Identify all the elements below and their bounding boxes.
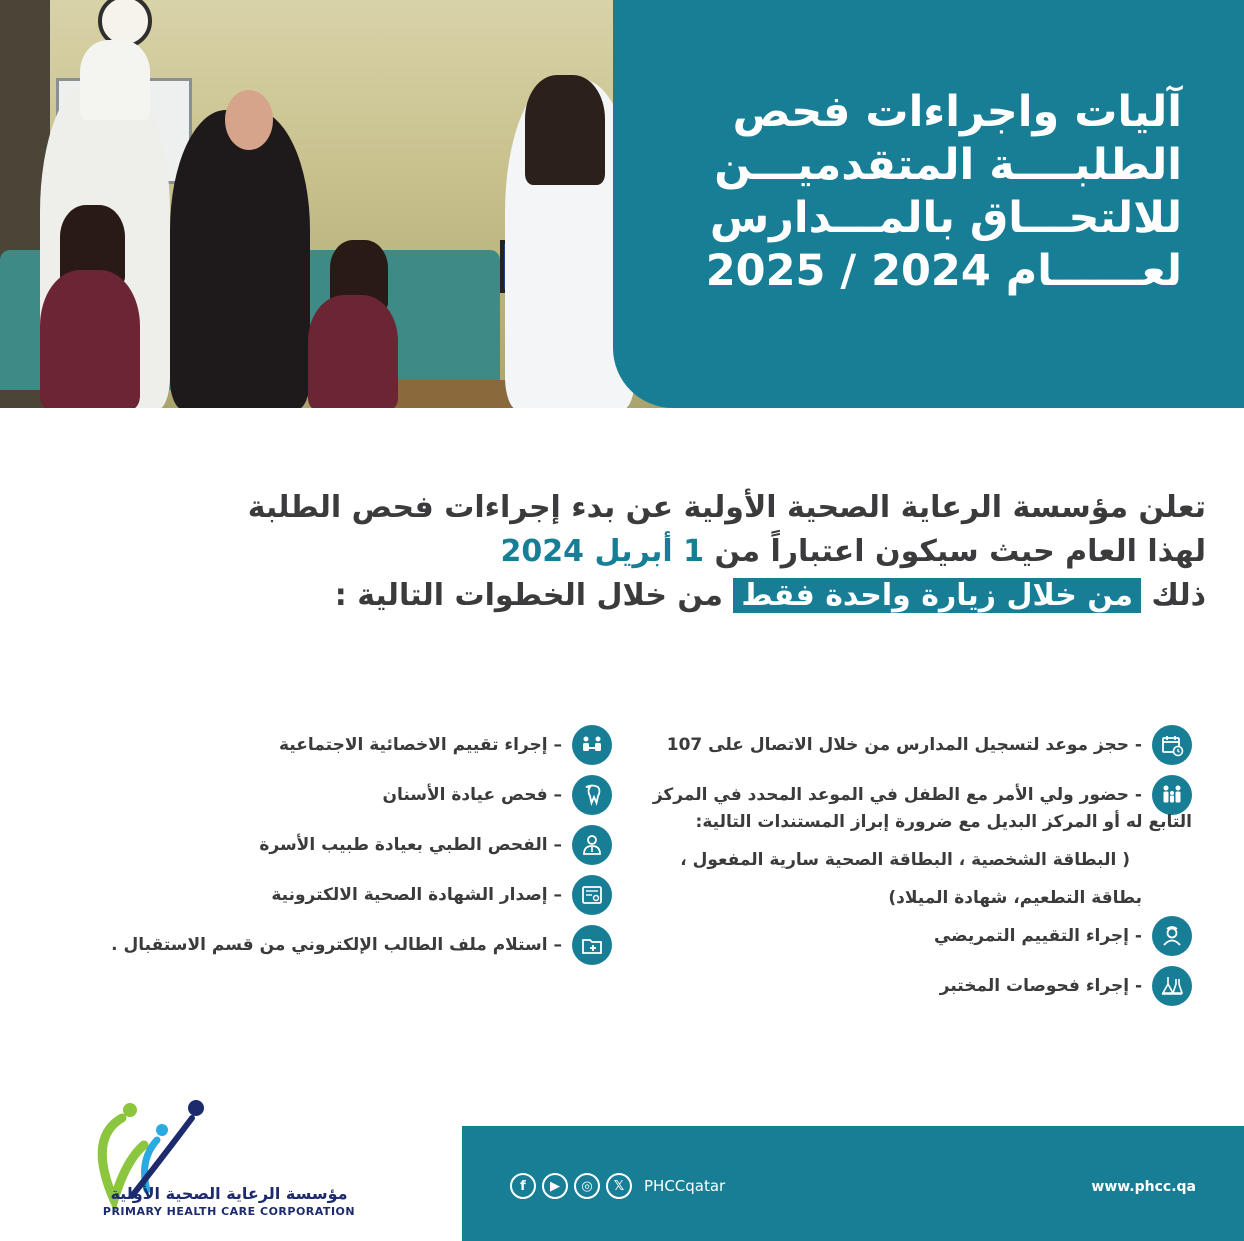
step-text: - إجراء فحوصات المختبر xyxy=(939,976,1142,996)
intro-line-1: تعلن مؤسسة الرعاية الصحية الأولية عن بدء إجراءات فحص الطلبة xyxy=(247,490,1206,525)
intro-line-2-text: لهذا العام حيث سيكون اعتباراً من xyxy=(714,534,1206,569)
step-text: - حضور ولي الأمر مع الطفل في الموعد المحدد في المركز xyxy=(652,785,1142,805)
step-text: – فحص عيادة الأسنان xyxy=(382,785,562,805)
girl-two-figure xyxy=(308,295,398,408)
intro-paragraph xyxy=(66,486,1206,618)
social-links xyxy=(510,1173,725,1199)
step-dental-exam xyxy=(382,775,612,815)
step-text: – الفحص الطبي بعيادة طبيب الأسرة xyxy=(259,835,562,855)
title-line: الطلبــــة المتقدميـــن xyxy=(714,140,1182,190)
start-date: 1 أبريل 2024 xyxy=(500,534,705,569)
page-title xyxy=(662,86,1182,298)
footer-bar xyxy=(462,1126,1244,1241)
lab-flask-icon xyxy=(1152,966,1192,1006)
medical-folder-icon xyxy=(572,925,612,965)
steps-right-column xyxy=(632,722,1192,1022)
step-text: - حجز موعد لتسجيل المدارس من خلال الاتصال على 107 xyxy=(666,735,1142,755)
logo-name-arabic: مؤسسة الرعاية الصحية الأولية xyxy=(110,1184,348,1203)
calendar-icon xyxy=(1152,725,1192,765)
mother-face xyxy=(225,90,273,150)
step-social-worker xyxy=(279,725,612,765)
title-line: للالتحـــاق بالمـــدارس xyxy=(709,193,1182,243)
mother-figure xyxy=(170,110,310,408)
step-book-appointment xyxy=(667,725,1192,765)
step-text: – إصدار الشهادة الصحية الالكترونية xyxy=(271,885,562,905)
step-text: - إجراء التقييم التمريضي xyxy=(933,926,1142,946)
website-link[interactable]: www.phcc.qa xyxy=(1091,1179,1196,1195)
logo-name-english: PRIMARY HEALTH CARE CORPORATION xyxy=(102,1205,356,1218)
nurse-icon xyxy=(1152,916,1192,956)
step-receive-file xyxy=(111,925,612,965)
title-panel xyxy=(613,0,1244,408)
step-nursing-assessment xyxy=(934,916,1192,956)
step-continuation: ( البطاقة الشخصية ، البطاقة الصحية سارية المفعول ، xyxy=(680,850,1130,870)
father-head xyxy=(80,40,150,120)
single-visit-highlight: من خلال زيارة واحدة فقط xyxy=(733,578,1141,613)
step-text: – إجراء تقييم الاخصائية الاجتماعية xyxy=(279,735,562,755)
steps-left-column xyxy=(52,722,612,972)
family-icon xyxy=(1152,775,1192,815)
nurse-head xyxy=(525,75,605,185)
title-line: لعــــــام 2024 / 2025 xyxy=(705,246,1182,296)
step-text: – استلام ملف الطالب الإلكتروني من قسم الاستقبال . xyxy=(111,935,562,955)
intro-line-3-suffix: من خلال الخطوات التالية : xyxy=(334,578,723,613)
social-handle[interactable]: PHCCqatar xyxy=(644,1177,726,1195)
step-lab-tests xyxy=(940,966,1192,1006)
tooth-icon xyxy=(572,775,612,815)
step-health-certificate xyxy=(271,875,612,915)
intro-line-2 xyxy=(66,530,1206,574)
intro-line-3-prefix: ذلك xyxy=(1151,578,1206,613)
facebook-icon[interactable]: f xyxy=(510,1173,536,1199)
step-continuation: بطاقة التطعيم، شهادة الميلاد) xyxy=(888,888,1142,908)
title-line: آليات واجراءات فحص xyxy=(732,87,1182,137)
intro-line-3 xyxy=(66,574,1206,618)
step-family-doctor xyxy=(259,825,612,865)
girl-one-figure xyxy=(40,270,140,408)
doctor-icon xyxy=(572,825,612,865)
step-guardian-attend xyxy=(653,775,1192,815)
x-icon[interactable]: 𝕏 xyxy=(606,1173,632,1199)
certificate-icon xyxy=(572,875,612,915)
instagram-icon[interactable]: ◎ xyxy=(574,1173,600,1199)
meeting-icon xyxy=(572,725,612,765)
youtube-icon[interactable]: ▶ xyxy=(542,1173,568,1199)
step-continuation: التابع له أو المركز البديل مع ضرورة إبراز المستندات التالية: xyxy=(695,812,1192,832)
